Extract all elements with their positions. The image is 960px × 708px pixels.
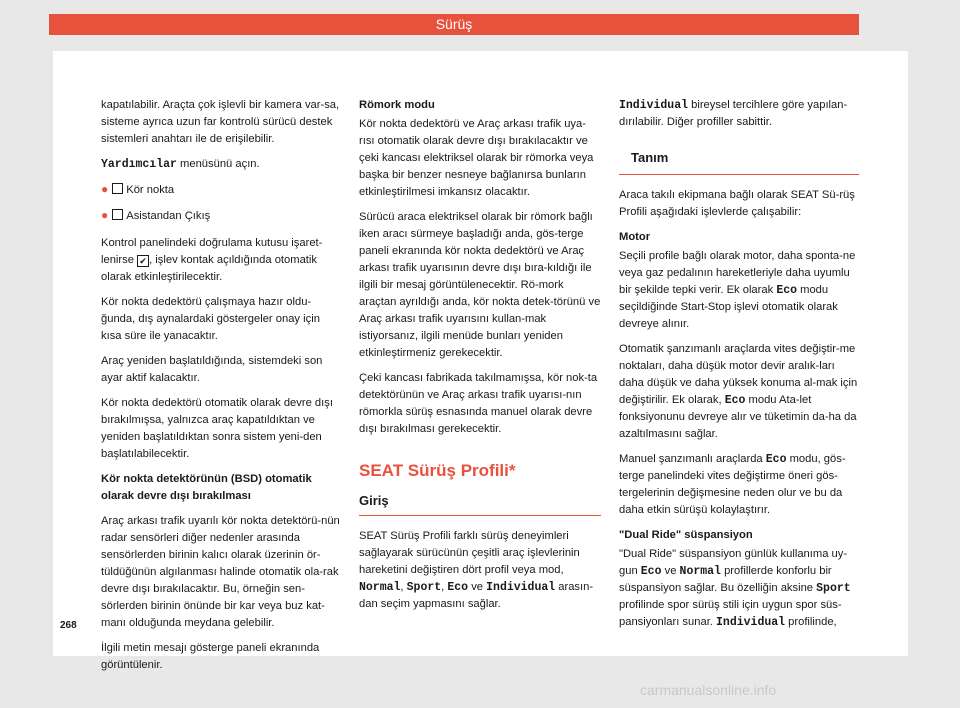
paragraph: Seçili profile bağlı olarak motor, daha sponta-ne veya gaz pedalının hareketleriyle daha uyumlu bir şekilde tepki verir. Ek olarak Eco modu seçildiğinde Start-Stop işlevi otomatik olarak devreye alınır. — [619, 250, 856, 330]
paragraph: Individual bireysel tercihlere göre yapılan-dırılabilir. Diğer profiller sabittir. — [619, 99, 848, 128]
column-2 — [359, 97, 601, 621]
paragraph: kapatılabilir. Araçta çok işlevli bir kamera var-sa, sisteme ayrıca uzun far kontrolü sürücü destek sistemleri anahtarı ile de erişilebilir. — [101, 99, 340, 145]
paragraph: Kontrol panelindeki doğrulama kutusu işaret-lenirse ✔ , işlev kontak açıldığında otomatik olarak etkinleştirilecektir. — [101, 237, 323, 283]
definition-heading: Tanım — [619, 139, 859, 175]
mode-sport: Sport — [406, 581, 442, 594]
section-header: Sürüş — [49, 14, 859, 35]
section-heading: Giriş — [359, 488, 601, 516]
bullet-item: ● Asistandan Çıkış — [101, 208, 211, 222]
bullet-icon: ● — [101, 208, 109, 222]
paragraph: Araca takılı ekipmana bağlı olarak SEAT Sü-rüş Profili aşağıdaki işlevlerde çalışabilir: — [619, 189, 855, 218]
column-3 — [619, 97, 859, 639]
mode-individual: Individual — [486, 581, 556, 594]
paragraph: SEAT Sürüş Profili farklı sürüş deneyimleri sağlayarak sürücünün çeşitli araç işlevlerinin hareketini değiştiren dört profil veya mod, Normal, Sport, Eco ve Individual arasın-dan seçim yapmasını sağlar. — [359, 530, 594, 610]
mode-eco: Eco — [724, 394, 746, 407]
paragraph: İlgili metin mesajı gösterge paneli ekranında görüntülenir. — [101, 642, 320, 671]
paragraph: "Dual Ride" süspansiyon günlük kullanıma uy-gun Eco ve Normal profillerde konforlu bir süspansiyon sağlar. Bu özelliğin aksine Sport profilinde spor sürüş stili için uygun spor süs-pansiyonları sunar. Individual profilinde, — [619, 548, 851, 629]
checkbox-icon — [112, 209, 123, 220]
mode-eco: Eco — [765, 453, 787, 466]
paragraph: Araç yeniden başlatıldığında, sistemdeki son ayar aktif kalacaktır. — [101, 355, 323, 384]
menu-code: Yardımcılar — [101, 158, 177, 171]
paragraph: Kör nokta dedektörü otomatik olarak devre dışı bırakılmışsa, yalnızca araç kapatıldıktan ve yeniden başlatıldıktan sonra sistem yeni-den başlatılabilecektir. — [101, 397, 333, 460]
paragraph: Manuel şanzımanlı araçlarda Eco modu, gös-terge panelindeki vites değiştirme öneri gös-tergelerinin değişmesine neden olur ve bu da daha etkin sürüşü kolaylaştırır. — [619, 453, 846, 516]
mode-eco: Eco — [776, 284, 798, 297]
subheading: "Dual Ride" süspansiyon — [619, 529, 753, 541]
checked-box-icon: ✔ — [137, 255, 149, 267]
paragraph: Araç arkası trafik uyarılı kör nokta detektörü-nün radar sensörleri diğer nedenler arasında sensörlerden birinin kalıcı olarak üzerinin ör-tüldüğünün algılanması halinde otomatik ola-rak devre dışı bırakılacaktır. Bu, örneğin sen-sörlerden birinin önünde bir kar veya buz kat-manı olduğunda meydana gelebilir. — [101, 515, 340, 629]
checkbox-icon — [112, 183, 123, 194]
paragraph: Kör nokta dedektörü ve Araç arkası trafik uya-rısı otomatik olarak devre dışı bırakılacaktır ve çeki kancası elektriksel olarak bir römorka veya başka bir benzer nesneye bağlanırsa bunların etkinleştirilmesi imkansız olacaktır. — [359, 118, 594, 198]
mode-individual: Individual — [716, 616, 786, 629]
mode-eco: Eco — [447, 581, 469, 594]
subheading: Römork modu — [359, 99, 435, 111]
mode-individual: Individual — [619, 99, 689, 112]
bullet-item: ● Kör nokta — [101, 182, 175, 196]
page-number: 268 — [60, 620, 77, 631]
paragraph: Otomatik şanzımanlı araçlarda vites değiştir-me noktaları, daha düşük motor devir aralık-ları daha düşük ve daha yüksek konuma al-mak için değiştirilir. Ek olarak, Eco modu Ata-let fonksiyonunu devreye alır ve tüketimin da-ha da azaltılmasını sağlar. — [619, 343, 858, 440]
subheading: Kör nokta detektörünün (BSD) otomatik olarak devre dışı bırakılması — [101, 473, 312, 502]
paragraph: Sürücü araca elektriksel olarak bir römork bağlı iken aracı sürmeye başladığı anda, gös-terge paneli ekranında kör nokta dedektörü ve Araç arkası trafik uyarısının devre dışı bıra-kıldığı ile ilgili bir mesaj görüntülenecektir. Rö-mork araçtan ayrıldığı anda, kör nokta detek-törünü ve Araç arkası trafik uyarısını kullan-mak istiyorsanız, ilgili menüde bunları yeniden etkinleştirmeniz gerekecektir. — [359, 211, 601, 359]
subheading: Motor — [619, 231, 651, 243]
chapter-heading: SEAT Sürüş Profili* — [359, 461, 516, 480]
mode-normal: Normal — [679, 565, 721, 578]
watermark: carmanualsonline.info — [640, 682, 777, 698]
paragraph: Kör nokta dedektörü çalışmaya hazır oldu-ğunda, dış aynalardaki göstergeler onay için kısa süre ile yanacaktır. — [101, 296, 320, 342]
column-1 — [101, 97, 341, 682]
bullet-icon: ● — [101, 182, 109, 196]
paragraph: Yardımcılar menüsünü açın. — [101, 158, 260, 171]
mode-sport: Sport — [816, 582, 851, 595]
paragraph: Çeki kancası fabrikada takılmamışsa, kör nok-ta detektörünün ve Araç arkası trafik uyarısı-nın römorkla sürüş esnasında manuel olarak devre dışı bırakılması gerekecektir. — [359, 372, 598, 435]
mode-normal: Normal — [359, 581, 401, 594]
mode-eco: Eco — [640, 565, 662, 578]
